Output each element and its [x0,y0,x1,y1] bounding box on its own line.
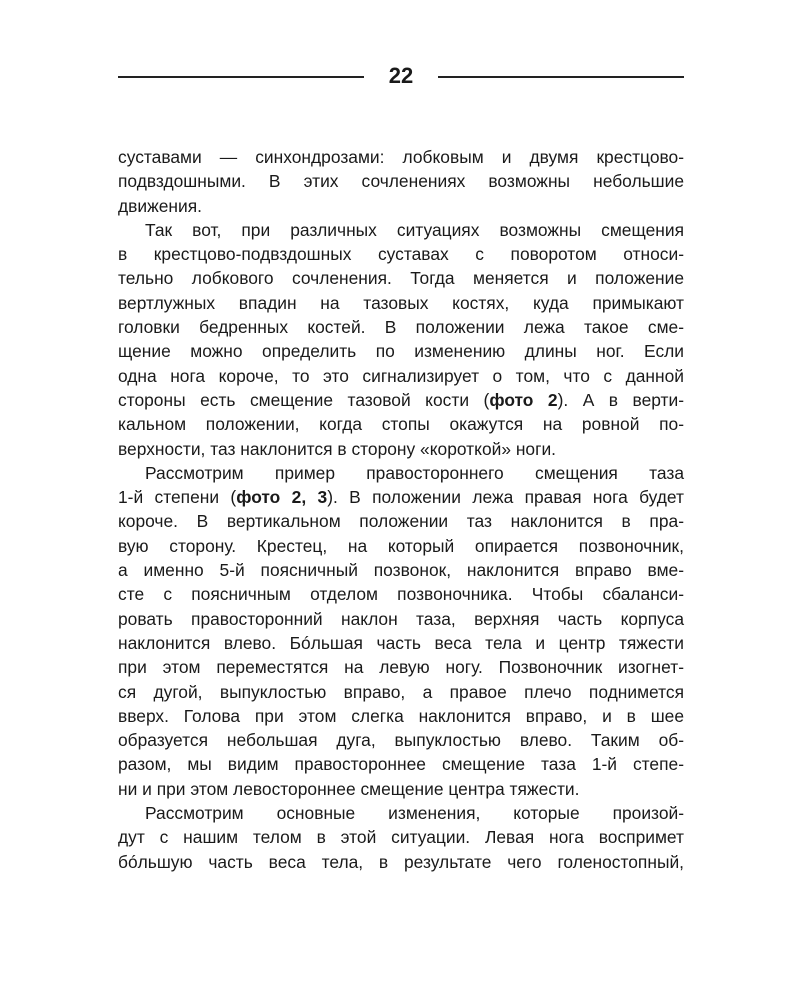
photo-reference: фото 2, 3 [236,487,328,508]
text-line: Так вот, при различных ситуациях возможны смещения [145,219,684,240]
text-segment: стороны есть смещение тазовой кости ( [118,389,490,410]
text-line: кальном положении, когда стопы окажутся на ровной по- [118,414,684,435]
text-line: ни и при этом левостороннее смещение центра тяжести. [118,778,580,799]
text-line: наклонится влево. Бóльшая часть веса тела и центр тяжести [118,632,684,653]
photo-reference: фото 2 [489,389,558,410]
text-line: дут с нашим телом в этой ситуации. Левая нога воспримет [118,827,684,848]
text-line [118,388,684,412]
text-line: тельно лобкового сочленения. Тогда меняется и положение [118,268,684,289]
text-line [118,485,684,509]
page-header [118,60,684,92]
text-segment: 1-й степени ( [118,487,237,508]
text-line: разом, мы видим правостороннее смещение таза 1-й степе- [118,754,684,775]
text-line: вертлужных впадин на тазовых костях, куда примыкают [118,292,684,313]
paragraph [118,801,684,874]
paragraph [118,461,684,801]
text-line: а именно 5-й поясничный позвонок, наклонится вправо вме- [118,560,684,581]
header-rule-right [438,76,684,78]
text-line: вую сторону. Крестец, на который опирается позвоночник, [118,535,684,556]
text-line: ся дугой, выпуклостью вправо, а правое плечо поднимется [118,681,684,702]
text-line: щение можно определить по изменению длины ног. Если [118,341,684,362]
body-text [118,145,684,874]
text-line: вверх. Голова при этом слегка наклонится вправо, и в шее [118,705,684,726]
paragraph [118,145,684,218]
text-line: верхности, таз наклонится в сторону «короткой» ноги. [118,438,556,459]
text-line: образуется небольшая дуга, выпуклостью влево. Таким об- [118,730,684,751]
paragraph [118,218,684,461]
text-line: головки бедренных костей. В положении лежа такое сме- [118,317,684,338]
text-line: одна нога короче, то это сигнализирует о том, что с данной [118,365,684,386]
text-line: суставами — синхондрозами: лобковым и двумя крестцово- [118,147,684,167]
text-line: в крестцово-подвздошных суставах с поворотом относи- [118,244,684,265]
text-line: подвздошными. В этих сочленениях возможны небольшие [118,171,684,192]
text-line: движения. [118,195,202,216]
text-line: при этом переместятся на левую ногу. Позвоночник изогнет- [118,657,684,678]
text-line: Рассмотрим основные изменения, которые произой- [145,803,684,824]
text-segment: ). В положении лежа правая нога будет [327,487,684,508]
text-line: Рассмотрим пример правостороннего смещения таза [145,462,684,483]
text-line: ровать правосторонний наклон таза, верхняя часть корпуса [118,608,684,629]
text-segment: ). А в верти- [557,389,685,410]
text-line: сте с поясничным отделом позвоночника. Чтобы сбаланси- [118,584,684,605]
text-line: бóльшую часть веса тела, в результате чего голеностопный, [118,851,684,872]
page-number: 22 [388,63,414,88]
text-line: короче. В вертикальном положении таз наклонится в пра- [118,511,684,532]
